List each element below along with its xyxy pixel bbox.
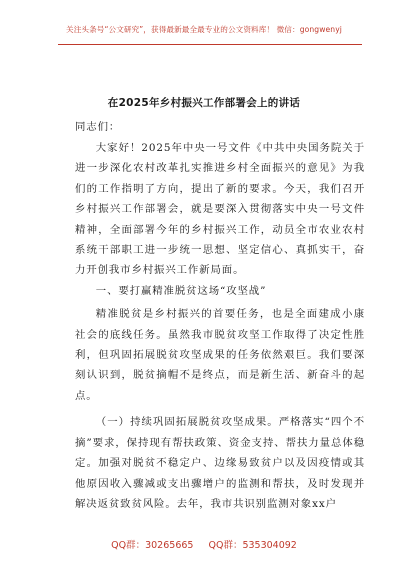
section-heading: 一、要打赢精准脱贫这场“攻坚战”	[95, 284, 267, 297]
header-banner: 关注头条号“公文研究”，获得最新最全最专业的公文资料库！ 微信：gongwenyj	[66, 25, 342, 34]
document-title: 在2025年乡村振兴工作部署会上的讲话	[107, 97, 301, 109]
document-body	[75, 138, 365, 514]
paragraph-intro: 大家好！2025年中央一号文件《中共中央国务院关于进一步深化农村改革扎实推进乡村全面振兴的意见》为我们的工作指明了方向，提出了新的要求。今天，我们召开乡村振兴工作部署会，就是要深入贯彻落实中央一号文件精神，全面部署今年的乡村振兴工作，动员全市农业农村系统干部职工进一步统一思想、坚定信心、真抓实干，奋力开创我市乡村振兴工作新局面。	[75, 142, 365, 277]
footer-qq-group-1: QQ群：30265665	[111, 540, 194, 551]
paragraph-section-1: 精准脱贫是乡村振兴的首要任务，也是全面建成小康社会的底线任务。虽然我市脱贫攻坚工作取得了决定性胜利，但巩固拓展脱贫攻坚成果的任务依然艰巨。我们要深刻认识到，脱贫摘帽不是终点，而是新生活、新奋斗的起点。	[75, 308, 365, 402]
salutation: 同志们：	[75, 121, 121, 133]
header-divider	[58, 44, 362, 45]
paragraph-subsection-1: （一）持续巩固拓展脱贫攻坚成果。严格落实“四个不摘”要求，保持现有帮扶政策、资金支持、帮扶力量总体稳定。加强对脱贫不稳定户、边缘易致贫户以及因疫情或其他原因收入骤减或支出骤增户的监测和帮扶，及时发现并解决返贫致贫风险。去年，我市共识别监测对象xx户	[75, 416, 365, 510]
footer-qq-group-2: QQ群：535304092	[208, 540, 297, 551]
footer-contacts	[0, 537, 408, 551]
